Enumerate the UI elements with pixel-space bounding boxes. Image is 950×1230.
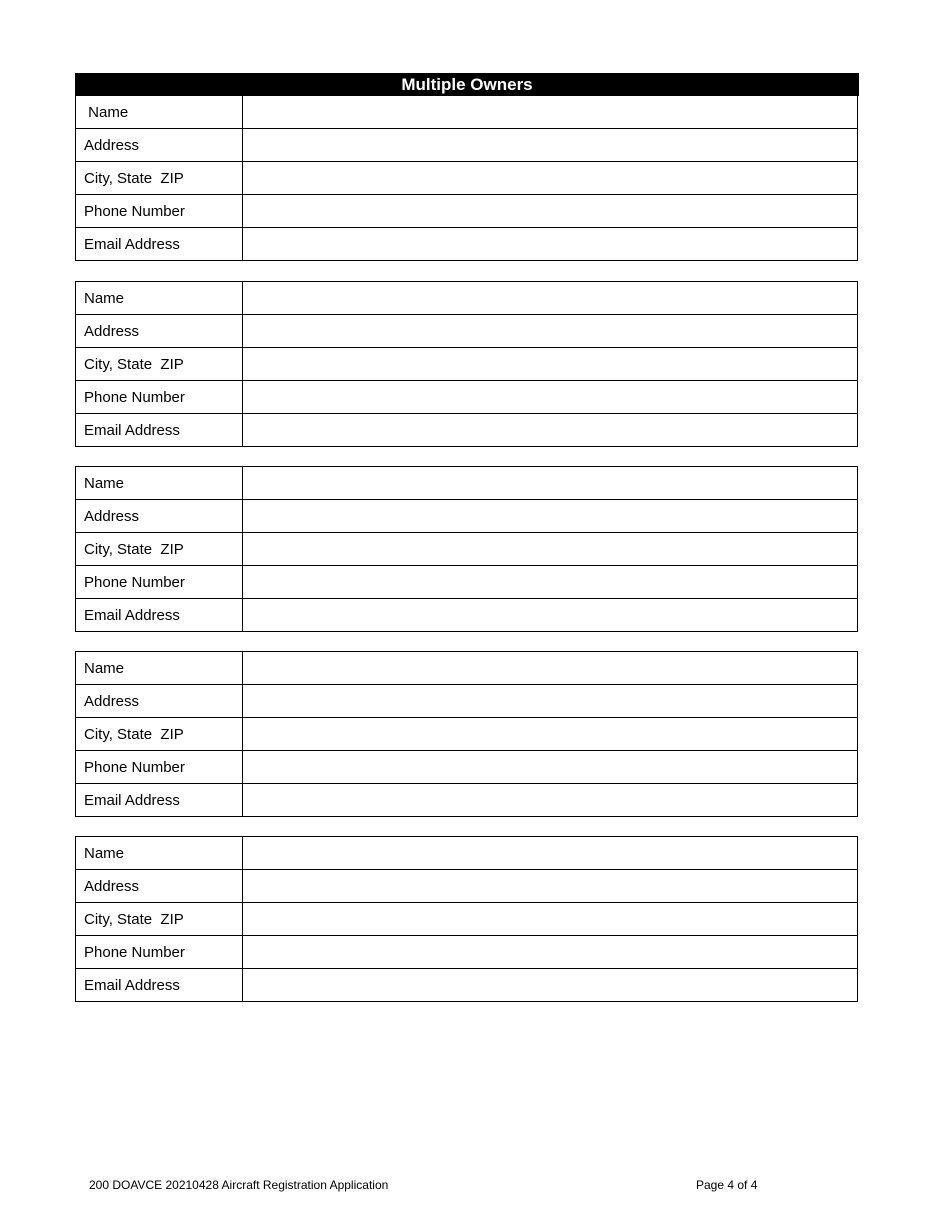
field-label-name: Name	[76, 467, 243, 500]
field-label-phone: Phone Number	[76, 381, 243, 414]
owner-2-email-input[interactable]	[243, 414, 857, 446]
owner-row-email	[76, 228, 858, 261]
owner-row-city-state-zip	[76, 533, 858, 566]
owner-2-city-state-zip-input[interactable]	[243, 348, 857, 380]
owner-5-address-input[interactable]	[243, 870, 857, 902]
field-label-email: Email Address	[76, 599, 243, 632]
field-cell-name	[243, 467, 858, 500]
owner-1-email-input[interactable]	[243, 228, 857, 260]
field-label-address: Address	[76, 870, 243, 903]
owner-3-name-input[interactable]	[243, 467, 857, 499]
field-cell-address	[243, 685, 858, 718]
field-cell-email	[243, 599, 858, 632]
owner-row-email	[76, 599, 858, 632]
field-cell-name	[243, 96, 858, 129]
field-label-name: Name	[76, 96, 243, 129]
field-label-email: Email Address	[76, 228, 243, 261]
owner-row-name	[76, 96, 858, 129]
section-title: Multiple Owners	[75, 73, 859, 96]
owner-3-address-input[interactable]	[243, 500, 857, 532]
field-cell-email	[243, 414, 858, 447]
owner-5-name-input[interactable]	[243, 837, 857, 869]
field-cell-address	[243, 315, 858, 348]
owner-block-2	[75, 281, 858, 447]
field-label-name: Name	[76, 837, 243, 870]
field-label-city-state-zip: City, State ZIP	[76, 533, 243, 566]
field-cell-name	[243, 282, 858, 315]
owner-row-phone	[76, 566, 858, 599]
owner-row-email	[76, 784, 858, 817]
owner-row-city-state-zip	[76, 162, 858, 195]
field-label-email: Email Address	[76, 784, 243, 817]
owner-block-3	[75, 466, 858, 632]
field-cell-phone	[243, 381, 858, 414]
owner-row-city-state-zip	[76, 718, 858, 751]
field-cell-city-state-zip	[243, 903, 858, 936]
field-label-phone: Phone Number	[76, 936, 243, 969]
owner-3-phone-input[interactable]	[243, 566, 857, 598]
footer-page-indicator: Page 4 of 4	[696, 1178, 758, 1192]
owner-row-address	[76, 315, 858, 348]
field-cell-city-state-zip	[243, 533, 858, 566]
field-cell-email	[243, 969, 858, 1002]
field-cell-phone	[243, 751, 858, 784]
owner-row-email	[76, 969, 858, 1002]
field-label-city-state-zip: City, State ZIP	[76, 718, 243, 751]
field-cell-city-state-zip	[243, 162, 858, 195]
field-cell-city-state-zip	[243, 718, 858, 751]
owner-row-name	[76, 282, 858, 315]
owner-5-email-input[interactable]	[243, 969, 857, 1001]
owner-4-phone-input[interactable]	[243, 751, 857, 783]
owner-3-email-input[interactable]	[243, 599, 857, 631]
owner-3-city-state-zip-input[interactable]	[243, 533, 857, 565]
owner-5-city-state-zip-input[interactable]	[243, 903, 857, 935]
field-label-email: Email Address	[76, 969, 243, 1002]
field-label-phone: Phone Number	[76, 751, 243, 784]
field-label-city-state-zip: City, State ZIP	[76, 903, 243, 936]
owner-4-email-input[interactable]	[243, 784, 857, 816]
field-cell-email	[243, 784, 858, 817]
owner-5-phone-input[interactable]	[243, 936, 857, 968]
owner-block-1	[75, 95, 858, 261]
field-label-phone: Phone Number	[76, 566, 243, 599]
owner-block-4	[75, 651, 858, 817]
owner-4-name-input[interactable]	[243, 652, 857, 684]
field-cell-name	[243, 652, 858, 685]
owner-row-phone	[76, 751, 858, 784]
owner-row-address	[76, 129, 858, 162]
owner-2-address-input[interactable]	[243, 315, 857, 347]
owner-4-city-state-zip-input[interactable]	[243, 718, 857, 750]
owner-row-phone	[76, 195, 858, 228]
field-label-phone: Phone Number	[76, 195, 243, 228]
owner-row-city-state-zip	[76, 348, 858, 381]
owner-row-name	[76, 652, 858, 685]
field-cell-city-state-zip	[243, 348, 858, 381]
owner-2-phone-input[interactable]	[243, 381, 857, 413]
field-cell-phone	[243, 936, 858, 969]
field-label-address: Address	[76, 500, 243, 533]
owner-row-address	[76, 500, 858, 533]
owner-row-email	[76, 414, 858, 447]
field-label-address: Address	[76, 129, 243, 162]
field-label-name: Name	[76, 652, 243, 685]
field-cell-address	[243, 870, 858, 903]
owner-4-address-input[interactable]	[243, 685, 857, 717]
field-label-city-state-zip: City, State ZIP	[76, 348, 243, 381]
field-cell-phone	[243, 566, 858, 599]
owner-row-address	[76, 870, 858, 903]
field-label-address: Address	[76, 685, 243, 718]
owner-row-address	[76, 685, 858, 718]
footer-form-id: 200 DOAVCE 20210428 Aircraft Registration Application	[89, 1178, 389, 1192]
field-label-name: Name	[76, 282, 243, 315]
owner-1-address-input[interactable]	[243, 129, 857, 161]
owner-2-name-input[interactable]	[243, 282, 857, 314]
field-label-address: Address	[76, 315, 243, 348]
owner-row-phone	[76, 936, 858, 969]
field-cell-name	[243, 837, 858, 870]
field-label-city-state-zip: City, State ZIP	[76, 162, 243, 195]
owner-1-city-state-zip-input[interactable]	[243, 162, 857, 194]
field-cell-address	[243, 500, 858, 533]
field-label-email: Email Address	[76, 414, 243, 447]
owner-row-phone	[76, 381, 858, 414]
field-cell-address	[243, 129, 858, 162]
owner-row-city-state-zip	[76, 903, 858, 936]
owner-block-5	[75, 836, 858, 1002]
field-cell-email	[243, 228, 858, 261]
owner-row-name	[76, 467, 858, 500]
owner-row-name	[76, 837, 858, 870]
owner-1-phone-input[interactable]	[243, 195, 857, 227]
field-cell-phone	[243, 195, 858, 228]
owner-1-name-input[interactable]	[243, 96, 857, 128]
